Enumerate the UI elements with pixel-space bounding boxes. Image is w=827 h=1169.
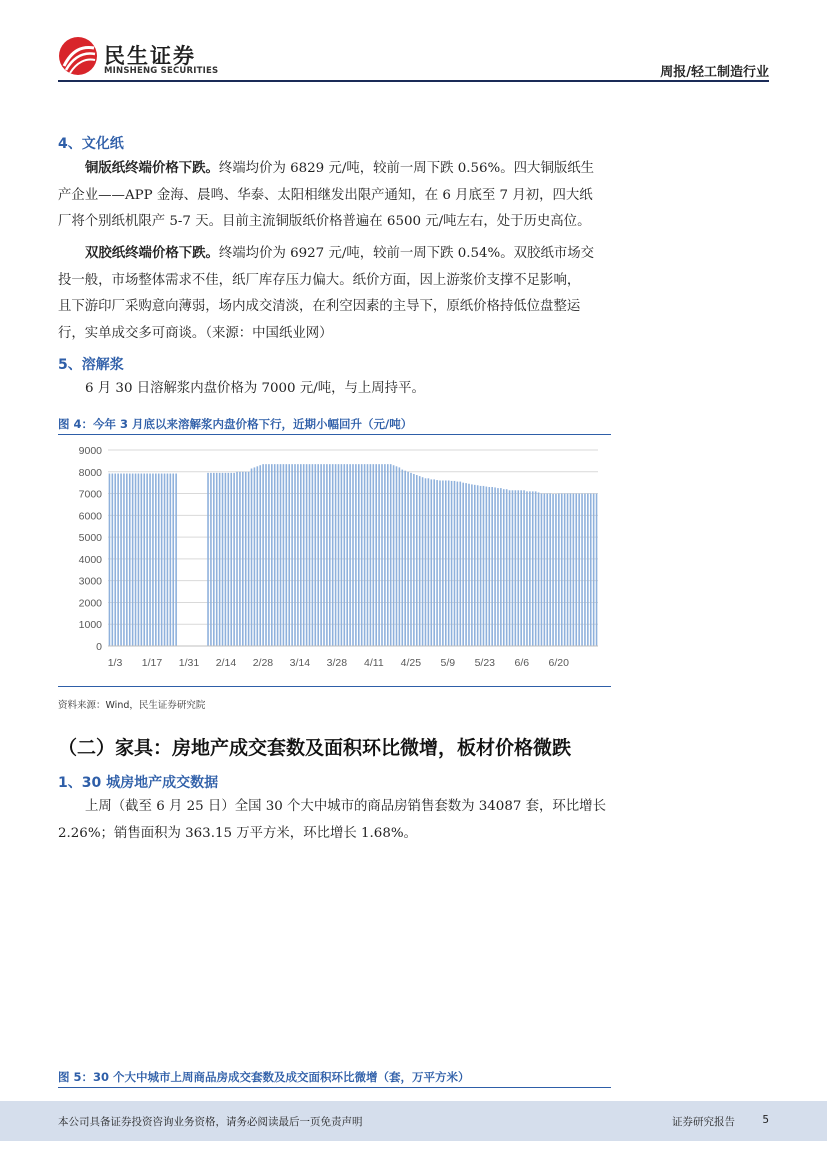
chart-bar: [488, 487, 490, 646]
figure-4-rule: [58, 434, 611, 435]
section-heading-furniture: （二）家具：房地产成交套数及面积环比微增，板材价格微跌: [58, 737, 572, 759]
chart-bar: [114, 474, 116, 646]
chart-bar: [509, 490, 511, 646]
x-tick-label: 4/11: [364, 657, 384, 669]
chart-bar: [245, 472, 247, 646]
chart-bar: [422, 477, 424, 646]
chart-bar: [399, 467, 401, 646]
chart-bar: [349, 464, 351, 646]
y-tick-label: 5000: [78, 532, 102, 545]
chart-bar: [439, 480, 441, 646]
chart-bar: [361, 464, 363, 646]
chart-bar: [129, 474, 131, 646]
chart-bar: [341, 464, 343, 646]
x-tick-label: 1/17: [141, 657, 163, 669]
report-type: 周报/轻工制造行业: [660, 65, 769, 80]
chart-bar: [372, 464, 374, 646]
chart-bar: [297, 464, 299, 646]
y-tick-label: 4000: [78, 553, 102, 566]
y-tick-label: 3000: [78, 575, 102, 588]
chart-bar: [407, 472, 409, 646]
chart-bar: [358, 464, 360, 646]
chart-bar: [274, 464, 276, 646]
chart-bar: [317, 464, 319, 646]
chart-bar: [286, 464, 288, 646]
chart-bar: [309, 464, 311, 646]
paragraph-coated-paper: 铜版纸终端价格下跌。终端均价为 6829 元/吨，较前一周下跌 0.56%。四大铜版纸生 产企业——APP 金海、晨鸣、华泰、太阳相继发出限产通知，在 6 月底至 7 月初，四大纸 厂将个别纸机限产 5-7 天。目前主流铜版纸价格普遍在 6500 元/吨左右，处于历史高位。: [58, 161, 595, 229]
chart-bar: [239, 472, 241, 646]
figure-5-title: 图 5：30 个大中城市上周商品房成交套数及成交面积环比微增（套，万平方米）: [58, 1070, 470, 1084]
chart-bar: [277, 464, 279, 646]
x-tick-label: 2/28: [252, 657, 274, 669]
chart-bar: [590, 494, 592, 646]
chart-bar: [523, 490, 525, 646]
chart-bar: [346, 464, 348, 646]
chart-bar: [335, 464, 337, 646]
chart-bar: [558, 494, 560, 646]
chart-bar: [465, 483, 467, 646]
chart-bar: [216, 473, 218, 646]
chart-bar: [294, 464, 296, 646]
chart-bar: [387, 464, 389, 646]
lead-offset-paper: 双胶纸终端价格下跌。: [85, 246, 219, 261]
chart-bar: [112, 474, 114, 646]
paragraph-offset-paper: 双胶纸终端价格下跌。终端均价为 6927 元/吨，较前一周下跌 0.54%。双胶纸市场交 投一般，市场整体需求不佳，纸厂库存压力偏大。纸价方面，因上游浆价支撑不足影响， 且下游印厂采购意向薄弱，场内成交清淡，在利空因素的主导下，原纸价格持低位盘整运 行，实单成交多可商谈。（来源：中国纸业网）: [58, 246, 595, 341]
chart-bar: [413, 474, 415, 646]
chart-bar: [164, 474, 166, 646]
chart-bar: [306, 464, 308, 646]
chart-bar: [126, 474, 128, 646]
chart-bar: [326, 464, 328, 646]
chart-bar: [430, 479, 432, 646]
chart-bar: [419, 476, 421, 646]
figure-4-source: 资料来源：Wind，民生证券研究院: [58, 700, 206, 711]
x-tick-label: 3/28: [326, 657, 348, 669]
chart-bar: [445, 480, 447, 646]
chart-bar: [552, 494, 554, 646]
chart-bar: [544, 494, 546, 646]
chart-bar: [474, 485, 476, 646]
chart-bar: [132, 474, 134, 646]
chart-bar: [268, 464, 270, 646]
chart-bar: [378, 464, 380, 646]
chart-bar: [222, 473, 224, 646]
lead-coated-paper: 铜版纸终端价格下跌。: [85, 161, 219, 176]
x-tick-label: 3/14: [289, 657, 311, 669]
chart-bar: [584, 494, 586, 646]
chart-bar: [338, 464, 340, 646]
chart-bar: [283, 464, 285, 646]
x-tick-label: 1/31: [178, 657, 200, 669]
chart-bar: [225, 473, 227, 646]
y-tick-label: 0: [96, 641, 102, 653]
chart-bar: [425, 478, 427, 646]
chart-bar: [219, 473, 221, 646]
chart-bar: [503, 489, 505, 646]
figure-5-rule: [58, 1087, 611, 1088]
x-tick-label: 4/25: [400, 657, 422, 669]
chart-bar: [477, 485, 479, 646]
chart-bar: [230, 473, 232, 646]
chart-bar: [549, 494, 551, 646]
chart-bar: [146, 474, 148, 646]
paragraph-real-estate: 上周（截至 6 月 25 日）全国 30 个大中城市的商品房销售套数为 34087 套，环比增长 2.26%；销售面积为 363.15 万平方米，环比增长 1.68%。: [58, 799, 606, 841]
chart-bar: [546, 494, 548, 646]
chart-bar: [433, 479, 435, 646]
chart-bar: [416, 475, 418, 646]
chart-bar: [401, 470, 403, 646]
chart-bar: [315, 464, 317, 646]
chart-bar: [393, 465, 395, 646]
chart-bar: [451, 481, 453, 646]
chart-bar: [120, 474, 122, 646]
page-header: [0, 0, 827, 82]
chart-bar: [344, 464, 346, 646]
chart-bar: [167, 474, 169, 646]
chart-bar: [288, 464, 290, 646]
chart-bar: [320, 464, 322, 646]
chart-bar: [515, 490, 517, 646]
chart-bar: [213, 473, 215, 646]
chart-bar: [587, 494, 589, 646]
x-tick-label: 1/3: [107, 657, 123, 669]
chart-bar: [370, 464, 372, 646]
chart-bar: [161, 474, 163, 646]
chart-bar: [404, 471, 406, 646]
chart-bar: [555, 494, 557, 646]
chart-bar: [384, 464, 386, 646]
chart-bar: [381, 464, 383, 646]
chart-bar: [254, 467, 256, 646]
y-tick-label: 7000: [78, 488, 102, 501]
chart-bar: [138, 474, 140, 646]
paragraph-dissolving-pulp: 6 月 30 日溶解浆内盘价格为 7000 元/吨，与上周持平。: [85, 381, 425, 396]
page-number: 5: [762, 1114, 769, 1126]
figure-4-title: 图 4：今年 3 月底以来溶解浆内盘价格下行，近期小幅回升（元/吨）: [58, 417, 413, 431]
chart-bar: [491, 487, 493, 646]
chart-bar: [355, 464, 357, 646]
chart-bar: [448, 480, 450, 646]
chart-bar: [457, 482, 459, 646]
chart-bar: [538, 492, 540, 646]
chart-bar: [242, 472, 244, 646]
chart-bar: [170, 474, 172, 646]
chart-bar: [257, 466, 259, 646]
chart-bar: [486, 487, 488, 646]
chart-bar: [123, 474, 125, 646]
chart-bar: [512, 490, 514, 646]
y-tick-label: 1000: [78, 619, 102, 632]
chart-bar: [210, 473, 212, 646]
chart-bar: [375, 464, 377, 646]
chart-bar: [207, 473, 209, 646]
chart-bar: [500, 488, 502, 646]
brand-name: 民生证券: [104, 44, 196, 68]
section-heading-culture-paper: 4、文化纸: [58, 136, 124, 152]
chart-bar: [228, 473, 230, 646]
chart-bar: [280, 464, 282, 646]
y-tick-label: 9000: [78, 445, 102, 457]
chart-bar: [251, 469, 253, 646]
chart-bar: [526, 491, 528, 646]
section-heading-dissolving-pulp: 5、溶解浆: [58, 357, 124, 373]
chart-bar: [367, 464, 369, 646]
chart-bar: [135, 474, 137, 646]
x-tick-label: 5/23: [474, 657, 496, 669]
chart-bar: [109, 474, 111, 646]
chart-bar: [262, 464, 264, 646]
chart-bar: [468, 484, 470, 646]
chart-bar: [248, 472, 250, 646]
y-tick-label: 2000: [78, 597, 102, 610]
chart-bar: [323, 464, 325, 646]
chart-bar: [143, 474, 145, 646]
chart-bar: [596, 494, 598, 646]
chart-bar: [117, 474, 119, 646]
chart-bar: [291, 464, 293, 646]
x-tick-label: 6/20: [548, 657, 569, 669]
chart-bar: [175, 474, 177, 646]
chart-bar: [390, 464, 392, 646]
brand-name-en: MINSHENG SECURITIES: [104, 66, 219, 76]
chart-bar: [396, 466, 398, 646]
x-tick-label: 2/14: [215, 657, 237, 669]
chart-bar: [573, 494, 575, 646]
chart-bar: [364, 464, 366, 646]
chart-bar: [329, 464, 331, 646]
chart-bar: [352, 464, 354, 646]
chart-bar: [506, 489, 508, 646]
chart-bar: [570, 494, 572, 646]
chart-bar: [541, 494, 543, 646]
chart-bar: [578, 494, 580, 646]
chart-bar: [517, 490, 519, 646]
chart-bar: [497, 488, 499, 646]
chart-bar: [312, 464, 314, 646]
chart-bar: [303, 464, 305, 646]
chart-bar: [172, 474, 174, 646]
chart-bar: [454, 481, 456, 646]
page-footer: [0, 1101, 827, 1141]
chart-bar: [233, 473, 235, 646]
chart-bar: [483, 486, 485, 646]
minsheng-logo-icon: [58, 36, 98, 76]
chart-bar: [575, 494, 577, 646]
chart-bar: [271, 464, 273, 646]
chart-bar: [149, 474, 151, 646]
chart-bar: [259, 465, 261, 646]
chart-bar: [494, 487, 496, 646]
chart-bar: [593, 494, 595, 646]
chart-bar: [265, 464, 267, 646]
chart-bar: [561, 494, 563, 646]
chart-bar: [532, 491, 534, 646]
chart-bar: [471, 484, 473, 646]
chart-bar: [410, 473, 412, 646]
x-tick-label: 5/9: [440, 657, 456, 669]
chart-bar: [155, 474, 157, 646]
chart-bar: [567, 494, 569, 646]
chart-bar: [236, 472, 238, 646]
chart-bar: [564, 494, 566, 646]
x-tick-label: 6/6: [514, 657, 530, 669]
header-divider: [58, 80, 769, 82]
subsection-heading-real-estate: 1、30 城房地产成交数据: [58, 775, 219, 791]
chart-bar: [300, 464, 302, 646]
chart-bar: [581, 494, 583, 646]
chart-bar: [459, 482, 461, 646]
y-tick-label: 8000: [78, 466, 102, 479]
chart-bar: [158, 474, 160, 646]
chart-bar: [428, 478, 430, 646]
chart-bar: [442, 480, 444, 646]
chart-bar: [462, 483, 464, 646]
chart-bar: [480, 486, 482, 646]
chart-bar: [141, 474, 143, 646]
footer-doc-type: 证券研究报告: [672, 1116, 735, 1128]
chart-bar: [520, 490, 522, 646]
footer-disclaimer: 本公司具备证券投资咨询业务资格，请务必阅读最后一页免责声明: [58, 1116, 363, 1128]
chart-bar: [535, 491, 537, 646]
chart-bar: [436, 480, 438, 646]
chart-bar: [332, 464, 334, 646]
figure-4-chart-box: [58, 436, 611, 687]
chart-bar: [152, 474, 154, 646]
chart-bar: [529, 491, 531, 646]
y-tick-label: 6000: [78, 510, 102, 523]
dissolving-pulp-price-chart: [58, 436, 611, 686]
